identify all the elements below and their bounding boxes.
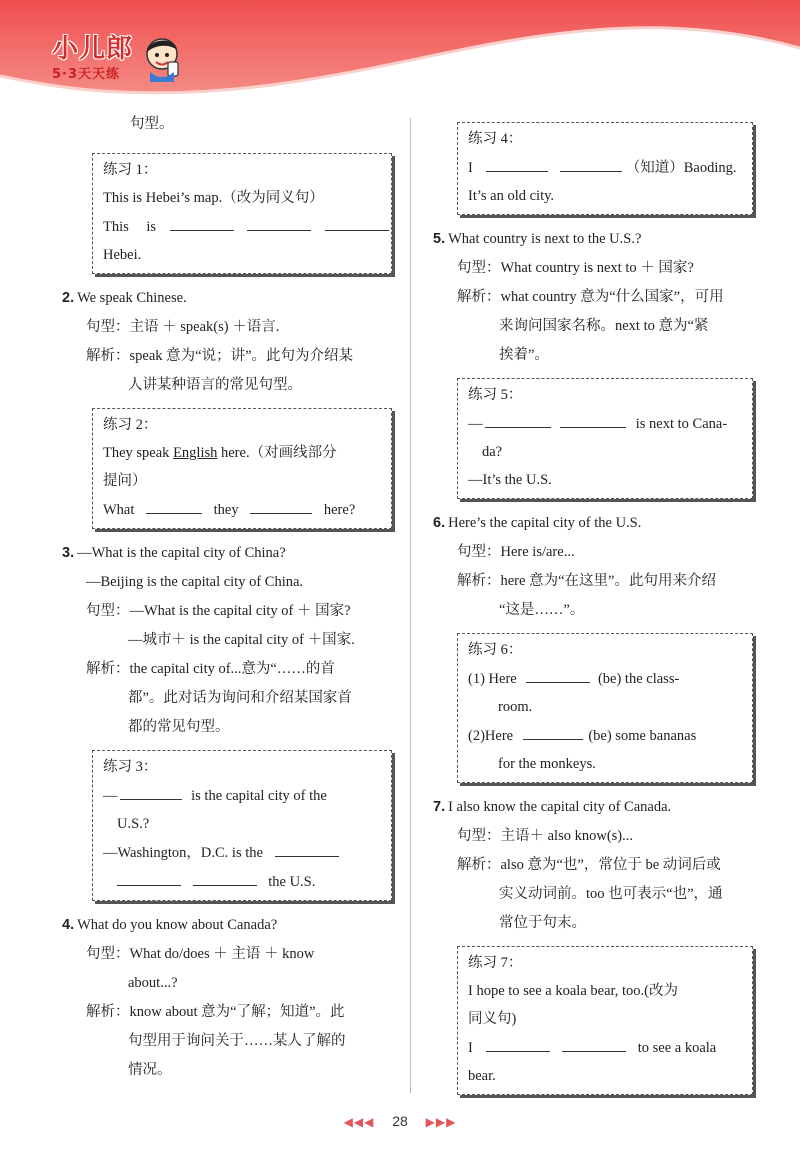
analysis-text: 都”。此对话为询问和介绍某国家首: [128, 690, 352, 706]
answer-blank[interactable]: [560, 409, 626, 428]
analysis-line: [433, 283, 753, 312]
pattern-label: 句型：: [457, 260, 501, 276]
analysis-label: 解析：: [86, 1004, 130, 1020]
item-number: 6.: [433, 515, 446, 531]
analysis-text: 句型用于询问关于……某人了解的: [128, 1033, 346, 1049]
analysis-label: 解析：: [457, 573, 501, 589]
exercise-text-part: —: [468, 416, 483, 432]
exercise-text-part: here.（对画线部分: [217, 445, 337, 461]
analysis-text: the capital city of...意为“……的首: [129, 661, 335, 677]
exercise-text: 提问）: [103, 473, 147, 489]
exercise-text: —It’s the U.S.: [468, 472, 552, 488]
continuation-text: 句型。: [130, 116, 174, 132]
page-footer: [0, 1113, 800, 1129]
exercise-7-box: [457, 946, 753, 1095]
item-sentence: What country is next to the U.S.?: [448, 231, 642, 247]
answer-blank[interactable]: [250, 495, 312, 514]
item-number: 3.: [62, 545, 75, 561]
answer-blank[interactable]: [275, 838, 339, 857]
pattern-line: [433, 822, 753, 851]
exercise-fill-line: [103, 838, 383, 867]
left-column: [62, 110, 392, 1085]
exercise-fill-line: [103, 781, 383, 810]
exercise-text: da?: [482, 444, 503, 460]
analysis-line: [62, 998, 392, 1027]
exercise-4-box: [457, 122, 753, 215]
exercise-2-box: [92, 408, 392, 529]
exercise-fill-line: [468, 409, 744, 438]
exercise-text-part: (be) some bananas: [588, 728, 697, 744]
exercise-text: It’s an old city.: [468, 188, 555, 204]
answer-blank[interactable]: [526, 664, 590, 683]
answer-blank[interactable]: [117, 867, 181, 886]
analysis-line: [433, 567, 753, 596]
pattern-line: [62, 597, 392, 626]
page-header: [0, 0, 800, 110]
analysis-text: know about 意为“了解；知道”。此: [129, 1004, 345, 1020]
pattern-text: What country is next to ＋ 国家?: [500, 260, 694, 276]
pattern-text: —城市＋ is the capital city of ＋国家.: [128, 632, 355, 648]
pattern-line: [62, 940, 392, 969]
item-sentence: Here’s the capital city of the U.S.: [448, 515, 642, 531]
exercise-text: Hebei.: [103, 247, 142, 263]
answer-blank[interactable]: [146, 495, 202, 514]
item-sentence: What do you know about Canada?: [77, 917, 278, 933]
answer-blank[interactable]: [193, 867, 257, 886]
exercise-text-part: I: [468, 160, 473, 176]
pattern-text: Here is/are...: [500, 544, 575, 560]
item-6-sentence: [433, 509, 753, 538]
pattern-label: 句型：: [86, 319, 130, 335]
exercise-6-box: [457, 633, 753, 783]
analysis-label: 解析：: [457, 289, 501, 305]
exercise-text-part: (2)Here: [468, 728, 514, 744]
pattern-label: 句型：: [86, 946, 130, 962]
pattern-text: 主语＋ also know(s)...: [500, 828, 634, 844]
item-7-sentence: [433, 793, 753, 822]
exercise-text-part: （知道）Baoding.: [625, 160, 737, 176]
exercise-text-part: they: [213, 502, 239, 518]
exercise-text: U.S.?: [117, 816, 150, 832]
item-sentence: —Beijing is the capital city of China.: [86, 574, 304, 590]
answer-blank[interactable]: [170, 212, 234, 231]
exercise-fill-line: [103, 212, 383, 241]
item-number: 7.: [433, 799, 446, 815]
underlined-word: English: [173, 445, 218, 461]
exercise-fill-line: [468, 664, 744, 693]
exercise-3-box: [92, 750, 392, 901]
analysis-text: 情况。: [128, 1062, 172, 1078]
answer-blank[interactable]: [486, 1033, 550, 1052]
analysis-text: speak 意为“说；讲”。此句为介绍某: [129, 348, 354, 364]
item-number: 2.: [62, 290, 75, 306]
exercise-text: for the monkeys.: [498, 756, 596, 772]
pattern-text: —What is the capital city of ＋ 国家?: [129, 603, 351, 619]
exercise-text: [103, 439, 383, 467]
exercise-text: bear.: [468, 1068, 496, 1084]
exercise-title: 练习 5：: [468, 387, 523, 403]
right-arrows-icon: ▶▶▶: [425, 1115, 457, 1129]
exercise-fill-line: [468, 721, 744, 750]
page-number: 28: [392, 1113, 408, 1129]
exercise-text-part: is the capital city of the: [191, 788, 327, 804]
exercise-text: This is Hebei’s map.（改为同义句）: [103, 190, 324, 206]
analysis-text: 人讲某种语言的常见句型。: [128, 377, 302, 393]
pattern-label: 句型：: [457, 828, 501, 844]
exercise-text: I hope to see a koala bear, too.(改为: [468, 983, 678, 999]
analysis-text: 挨着”。: [499, 347, 549, 363]
analysis-text: here 意为“在这里”。此句用来介绍: [500, 573, 716, 589]
pattern-text: 主语 ＋ speak(s) ＋语言.: [129, 319, 280, 335]
analysis-text: 来询问国家名称。next to 意为“紧: [499, 318, 709, 334]
item-number: 4.: [62, 917, 75, 933]
pattern-line: [433, 538, 753, 567]
exercise-title: 练习 2：: [103, 417, 158, 433]
exercise-text: This: [103, 219, 129, 235]
pattern-label: 句型：: [86, 603, 130, 619]
exercise-text-part: the U.S.: [268, 874, 316, 890]
exercise-text-part: I: [468, 1040, 473, 1056]
analysis-label: 解析：: [457, 857, 501, 873]
analysis-text: 都的常见句型。: [128, 719, 230, 735]
analysis-label: 解析：: [86, 348, 130, 364]
exercise-fill-line: [103, 867, 383, 896]
item-2-sentence: [62, 284, 392, 313]
exercise-text: is: [146, 219, 157, 235]
pattern-text: about...?: [128, 975, 178, 991]
column-divider: [410, 118, 411, 1093]
analysis-text: 常位于句末。: [499, 915, 586, 931]
item-sentence: —What is the capital city of China?: [77, 545, 286, 561]
answer-blank[interactable]: [325, 212, 389, 231]
item-number: 5.: [433, 231, 446, 247]
right-column: [433, 110, 753, 1105]
exercise-text-part: is next to Cana-: [635, 416, 728, 432]
answer-blank[interactable]: [120, 781, 182, 800]
exercise-text-part: —: [103, 788, 118, 804]
exercise-text-part: here?: [323, 502, 356, 518]
exercise-title: 练习 6：: [468, 642, 523, 658]
item-sentence: I also know the capital city of Canada.: [448, 799, 672, 815]
answer-blank[interactable]: [486, 153, 548, 172]
answer-blank[interactable]: [485, 409, 551, 428]
left-arrows-icon: ◀◀◀: [343, 1115, 375, 1129]
exercise-text: 同义句): [468, 1011, 517, 1027]
exercise-text-part: to see a koala: [637, 1040, 717, 1056]
item-4-sentence: [62, 911, 392, 940]
exercise-title: 练习 3：: [103, 759, 158, 775]
exercise-text-part: (be) the class-: [597, 671, 680, 687]
pattern-line: [433, 254, 753, 283]
answer-blank[interactable]: [247, 212, 311, 231]
item-5-sentence: [433, 225, 753, 254]
pattern-label: 句型：: [457, 544, 501, 560]
exercise-1-box: [92, 153, 392, 274]
answer-blank[interactable]: [523, 721, 583, 740]
exercise-fill-line: [468, 153, 744, 182]
logo-title: 小儿郎: [52, 34, 134, 64]
exercise-title: 练习 1：: [103, 162, 158, 178]
item-sentence: We speak Chinese.: [77, 290, 187, 306]
analysis-line: [62, 655, 392, 684]
answer-blank[interactable]: [562, 1033, 626, 1052]
brand-logo: [52, 28, 133, 82]
exercise-text-part: They speak: [103, 445, 174, 461]
exercise-title: 练习 7：: [468, 955, 523, 971]
exercise-text: room.: [498, 699, 533, 715]
mascot-boy-icon: [140, 32, 184, 82]
exercise-text-part: What: [103, 502, 135, 518]
analysis-text: 实义动词前。too 也可表示“也”，通: [499, 886, 723, 902]
answer-blank[interactable]: [560, 153, 622, 172]
item-3-question: [62, 539, 392, 568]
analysis-line: [433, 851, 753, 880]
analysis-text: what country 意为“什么国家”，可用: [500, 289, 724, 305]
analysis-line: [62, 342, 392, 371]
exercise-text-part: (1) Here: [468, 671, 517, 687]
exercise-title: 练习 4：: [468, 131, 523, 147]
pattern-line: [62, 313, 392, 342]
exercise-5-box: [457, 378, 753, 499]
exercise-fill-line: [103, 495, 383, 524]
logo-subtitle: 5·3天天练: [52, 67, 121, 82]
exercise-fill-line: [468, 1033, 744, 1062]
pattern-text: What do/does ＋ 主语 ＋ know: [129, 946, 315, 962]
analysis-label: 解析：: [86, 661, 130, 677]
analysis-text: “这是……”。: [499, 602, 585, 618]
exercise-text-part: —Washington，D.C. is the: [103, 845, 263, 861]
analysis-text: also 意为“也”，常位于 be 动词后或: [500, 857, 721, 873]
